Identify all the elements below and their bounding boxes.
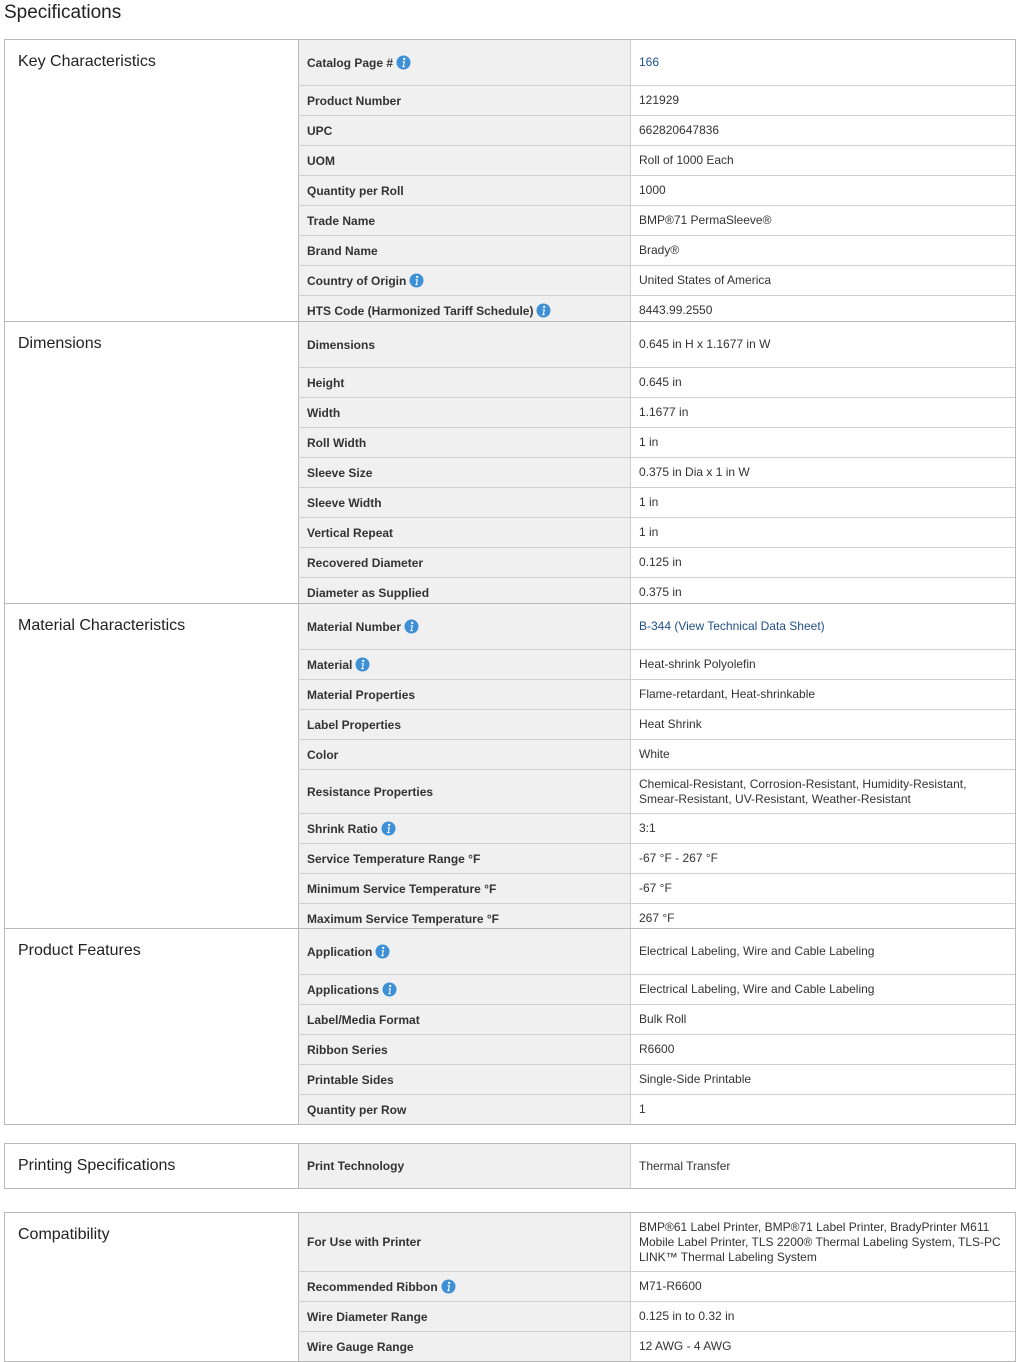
- spec-value-link[interactable]: [631, 604, 1015, 649]
- spec-row-sleeve-size: [298, 457, 1015, 487]
- spec-value: [631, 116, 1015, 145]
- spec-rows: [298, 40, 1015, 325]
- section-title: Printing Specifications: [18, 1157, 176, 1174]
- spec-label-text: Ribbon Series: [307, 1042, 388, 1057]
- spec-value-text: 1.1677 in: [639, 405, 689, 419]
- spec-rows: [298, 322, 1015, 607]
- spec-label-text: Label Properties: [307, 717, 402, 732]
- spec-label-text: Wire Gauge Range: [307, 1339, 414, 1354]
- spec-value-text: M71-R6600: [639, 1279, 702, 1293]
- spec-value-text: 3:1: [639, 821, 656, 835]
- spec-row-application: [298, 929, 1015, 974]
- info-icon[interactable]: [381, 821, 396, 836]
- spec-row-recommended-ribbon: [298, 1271, 1015, 1301]
- spec-value-text[interactable]: 166: [639, 55, 660, 69]
- spec-value: [631, 1005, 1015, 1034]
- spec-value-text: Thermal Transfer: [639, 1158, 731, 1173]
- spec-label: [298, 710, 631, 739]
- spec-row-roll-width: [298, 427, 1015, 457]
- spec-label-text: Color: [307, 747, 339, 762]
- spec-label-text: Print Technology: [307, 1159, 405, 1173]
- spec-label-text: HTS Code (Harmonized Tariff Schedule): [307, 303, 534, 318]
- spec-row-resistance-properties: [298, 769, 1015, 813]
- spec-row-dimensions: [298, 322, 1015, 367]
- spec-label: [298, 814, 631, 843]
- spec-value-text: 1 in: [639, 435, 659, 449]
- spec-value: [631, 874, 1015, 903]
- spec-value-text: 0.645 in H x 1.1677 in W: [639, 337, 771, 351]
- spec-value-link[interactable]: [631, 40, 1015, 85]
- spec-row-height: [298, 367, 1015, 397]
- spec-row-width: [298, 397, 1015, 427]
- spec-label: [298, 116, 631, 145]
- spec-row-applications: [298, 974, 1015, 1004]
- spec-label-text: Resistance Properties: [307, 784, 434, 799]
- spec-label: [298, 604, 631, 649]
- spec-label: [298, 206, 631, 235]
- spec-label: [298, 1065, 631, 1094]
- spec-row-ribbon-series: [298, 1034, 1015, 1064]
- section-material-characteristics: [4, 603, 1016, 934]
- spec-value-text: BMP®71 PermaSleeve®: [639, 213, 772, 227]
- spec-label: [298, 929, 631, 974]
- spec-rows: [298, 1144, 1015, 1188]
- spec-label-text: Product Number: [307, 93, 402, 108]
- spec-label-text: Trade Name: [307, 213, 376, 228]
- spec-value-text: -67 °F - 267 °F: [639, 851, 718, 865]
- spec-label-text: Height: [307, 375, 345, 390]
- spec-label: [298, 650, 631, 679]
- spec-label: [298, 1332, 631, 1361]
- spec-rows: [298, 1213, 1015, 1361]
- spec-label-text: Roll Width: [307, 435, 367, 450]
- spec-rows: [298, 929, 1015, 1124]
- spec-value: [631, 206, 1015, 235]
- spec-label-text: Recovered Diameter: [307, 555, 424, 570]
- spec-value: [631, 710, 1015, 739]
- section-printing-specifications: [4, 1143, 1016, 1189]
- spec-label: [298, 1302, 631, 1331]
- spec-row-material: [298, 649, 1015, 679]
- spec-value-text: -67 °F: [639, 881, 672, 895]
- spec-value: [631, 1272, 1015, 1301]
- spec-value: [631, 86, 1015, 115]
- spec-value: [631, 266, 1015, 295]
- spec-row-print-technology: [298, 1144, 1015, 1188]
- spec-value: [631, 488, 1015, 517]
- spec-value-text: Roll of 1000 Each: [639, 153, 734, 167]
- spec-label: [298, 236, 631, 265]
- spec-value-text: 121929: [639, 93, 680, 107]
- spec-row-trade-name: [298, 205, 1015, 235]
- spec-label: [298, 1095, 631, 1124]
- spec-label: [298, 458, 631, 487]
- spec-row-recovered-diameter: [298, 547, 1015, 577]
- spec-row-service-temperature-range-f: [298, 843, 1015, 873]
- spec-label-text: Service Temperature Range °F: [307, 851, 481, 866]
- spec-value-text: 0.125 in: [639, 555, 682, 569]
- info-icon[interactable]: [355, 657, 370, 672]
- spec-row-label-media-format: [298, 1004, 1015, 1034]
- section-dimensions: [4, 321, 1016, 608]
- spec-row-minimum-service-temperature-f: [298, 873, 1015, 903]
- spec-label-text: Sleeve Width: [307, 495, 382, 510]
- info-icon[interactable]: [396, 55, 411, 70]
- spec-value-text: BMP®61 Label Printer, BMP®71 Label Printer, BradyPrinter M611 Mobile Label Printer, TLS 2200® Thermal Labeling System, TLS-PC LINK™ Thermal Labeling System: [639, 1219, 1001, 1264]
- spec-value: [631, 1065, 1015, 1094]
- spec-label: [298, 86, 631, 115]
- spec-value: [631, 398, 1015, 427]
- spec-value-text: Flame-retardant, Heat-shrinkable: [639, 687, 816, 701]
- spec-value-text: 12 AWG - 4 AWG: [639, 1339, 732, 1353]
- spec-label-text: Label/Media Format: [307, 1012, 420, 1027]
- spec-label-text: UOM: [307, 153, 335, 168]
- spec-value-text: 267 °F: [639, 911, 675, 925]
- spec-value-text[interactable]: B-344 (View Technical Data Sheet): [639, 619, 825, 633]
- spec-row-vertical-repeat: [298, 517, 1015, 547]
- spec-label-text: Width: [307, 405, 341, 420]
- spec-value-text: 1 in: [639, 525, 659, 539]
- spec-label-text: Material Number: [307, 619, 402, 634]
- section-compatibility: [4, 1212, 1016, 1362]
- spec-value: [631, 1035, 1015, 1064]
- spec-value-text: White: [639, 747, 670, 761]
- spec-value-text: 1 in: [639, 495, 659, 509]
- spec-row-quantity-per-row: [298, 1094, 1015, 1124]
- spec-label: [298, 740, 631, 769]
- spec-value-text: 0.645 in: [639, 375, 682, 389]
- spec-row-upc: [298, 115, 1015, 145]
- spec-value-text: 1: [639, 1102, 646, 1116]
- spec-value-text: 0.375 in Dia x 1 in W: [639, 465, 750, 479]
- spec-value-text: United States of America: [639, 273, 772, 287]
- section-title: Product Features: [18, 942, 141, 959]
- spec-label: [298, 874, 631, 903]
- info-icon[interactable]: [441, 1279, 456, 1294]
- spec-row-catalog-page: [298, 40, 1015, 85]
- spec-value: [631, 548, 1015, 577]
- spec-row-brand-name: [298, 235, 1015, 265]
- info-icon[interactable]: [536, 303, 551, 318]
- spec-row-sleeve-width: [298, 487, 1015, 517]
- spec-label: [298, 1272, 631, 1301]
- spec-value-text: Bulk Roll: [639, 1012, 687, 1026]
- spec-value: [631, 740, 1015, 769]
- spec-label: [298, 40, 631, 85]
- spec-value: [631, 428, 1015, 457]
- section-key-characteristics: [4, 39, 1016, 326]
- spec-value-text: Heat Shrink: [639, 717, 702, 731]
- info-icon[interactable]: [375, 944, 390, 959]
- spec-label-text: Vertical Repeat: [307, 525, 394, 540]
- spec-row-printable-sides: [298, 1064, 1015, 1094]
- spec-value-text: Electrical Labeling, Wire and Cable Labeling: [639, 944, 875, 958]
- spec-label-text: Country of Origin: [307, 273, 407, 288]
- spec-label-text: Diameter as Supplied: [307, 585, 430, 600]
- spec-value-text: R6600: [639, 1042, 675, 1056]
- spec-value: [631, 1213, 1015, 1271]
- spec-label-text: Dimensions: [307, 337, 376, 352]
- spec-value: [631, 975, 1015, 1004]
- spec-value: [631, 1095, 1015, 1124]
- spec-label-text: Sleeve Size: [307, 465, 373, 480]
- spec-label-text: Quantity per Row: [307, 1102, 407, 1117]
- spec-label: [298, 368, 631, 397]
- spec-label-text: Recommended Ribbon: [307, 1279, 438, 1294]
- section-title: Material Characteristics: [18, 617, 186, 634]
- spec-row-shrink-ratio: [298, 813, 1015, 843]
- spec-value: [631, 814, 1015, 843]
- spec-label: [298, 1035, 631, 1064]
- spec-label: [298, 266, 631, 295]
- spec-row-wire-gauge-range: [298, 1331, 1015, 1361]
- spec-label-text: Applications: [307, 982, 380, 997]
- info-icon[interactable]: [382, 982, 397, 997]
- info-icon[interactable]: [409, 273, 424, 288]
- spec-value-text: 0.375 in: [639, 585, 682, 599]
- section-title: Dimensions: [18, 335, 102, 352]
- spec-label: [298, 548, 631, 577]
- spec-label: [298, 322, 631, 367]
- spec-value-text: Heat-shrink Polyolefin: [639, 657, 756, 671]
- spec-row-uom: [298, 145, 1015, 175]
- spec-label: [298, 176, 631, 205]
- spec-row-country-of-origin: [298, 265, 1015, 295]
- spec-label: [298, 398, 631, 427]
- spec-label-text: Minimum Service Temperature °F: [307, 881, 497, 896]
- spec-row-quantity-per-roll: [298, 175, 1015, 205]
- spec-label-text: Wire Diameter Range: [307, 1309, 428, 1324]
- spec-label: [298, 1005, 631, 1034]
- section-product-features: [4, 928, 1016, 1125]
- spec-value-text: Brady®: [639, 243, 680, 257]
- spec-label-text: Quantity per Roll: [307, 183, 404, 198]
- spec-label-text: Catalog Page #: [307, 55, 394, 70]
- spec-label: [298, 518, 631, 547]
- spec-row-color: [298, 739, 1015, 769]
- spec-value-text: Chemical-Resistant, Corrosion-Resistant, Humidity-Resistant, Smear-Resistant, UV-Resistant, Weather-Resistant: [639, 776, 967, 806]
- spec-value: [631, 1332, 1015, 1361]
- spec-label-text: For Use with Printer: [307, 1235, 422, 1249]
- section-title: Compatibility: [18, 1226, 110, 1243]
- spec-label: [298, 770, 631, 813]
- spec-value: [631, 146, 1015, 175]
- spec-value: [631, 368, 1015, 397]
- spec-value-text: Single-Side Printable: [639, 1072, 752, 1086]
- spec-value: [631, 236, 1015, 265]
- spec-value: [631, 518, 1015, 547]
- spec-value: [631, 929, 1015, 974]
- spec-value: [631, 458, 1015, 487]
- spec-row-label-properties: [298, 709, 1015, 739]
- spec-label-text: Shrink Ratio: [307, 821, 378, 836]
- spec-value-text: 662820647836: [639, 123, 720, 137]
- spec-value: [631, 1144, 1015, 1188]
- spec-value-text: Electrical Labeling, Wire and Cable Labeling: [639, 982, 875, 996]
- spec-label-text: Printable Sides: [307, 1072, 394, 1087]
- spec-value: [631, 176, 1015, 205]
- spec-value-text: 1000: [639, 183, 666, 197]
- spec-label-text: UPC: [307, 123, 333, 138]
- spec-label-text: Brand Name: [307, 243, 378, 258]
- spec-value-text: 8443.99.2550: [639, 303, 713, 317]
- info-icon[interactable]: [404, 619, 419, 634]
- spec-label: [298, 1144, 631, 1188]
- page-title: Specifications: [4, 2, 122, 23]
- spec-label: [298, 1213, 631, 1271]
- spec-value: [631, 650, 1015, 679]
- spec-label-text: Application: [307, 944, 373, 959]
- spec-value: [631, 770, 1015, 813]
- spec-value: [631, 322, 1015, 367]
- spec-row-wire-diameter-range: [298, 1301, 1015, 1331]
- spec-value-text: 0.125 in to 0.32 in: [639, 1309, 735, 1323]
- spec-label-text: Maximum Service Temperature °F: [307, 911, 499, 926]
- spec-row-product-number: [298, 85, 1015, 115]
- spec-value: [631, 844, 1015, 873]
- spec-value: [631, 680, 1015, 709]
- spec-rows: [298, 604, 1015, 933]
- spec-label: [298, 428, 631, 457]
- spec-label-text: Material: [307, 657, 353, 672]
- spec-label-text: Material Properties: [307, 687, 416, 702]
- spec-label: [298, 488, 631, 517]
- spec-label: [298, 844, 631, 873]
- section-title: Key Characteristics: [18, 53, 156, 70]
- spec-label: [298, 680, 631, 709]
- spec-value: [631, 1302, 1015, 1331]
- spec-row-material-number: [298, 604, 1015, 649]
- spec-row-material-properties: [298, 679, 1015, 709]
- spec-label: [298, 975, 631, 1004]
- spec-row-for-use-with-printer: [298, 1213, 1015, 1271]
- spec-label: [298, 146, 631, 175]
